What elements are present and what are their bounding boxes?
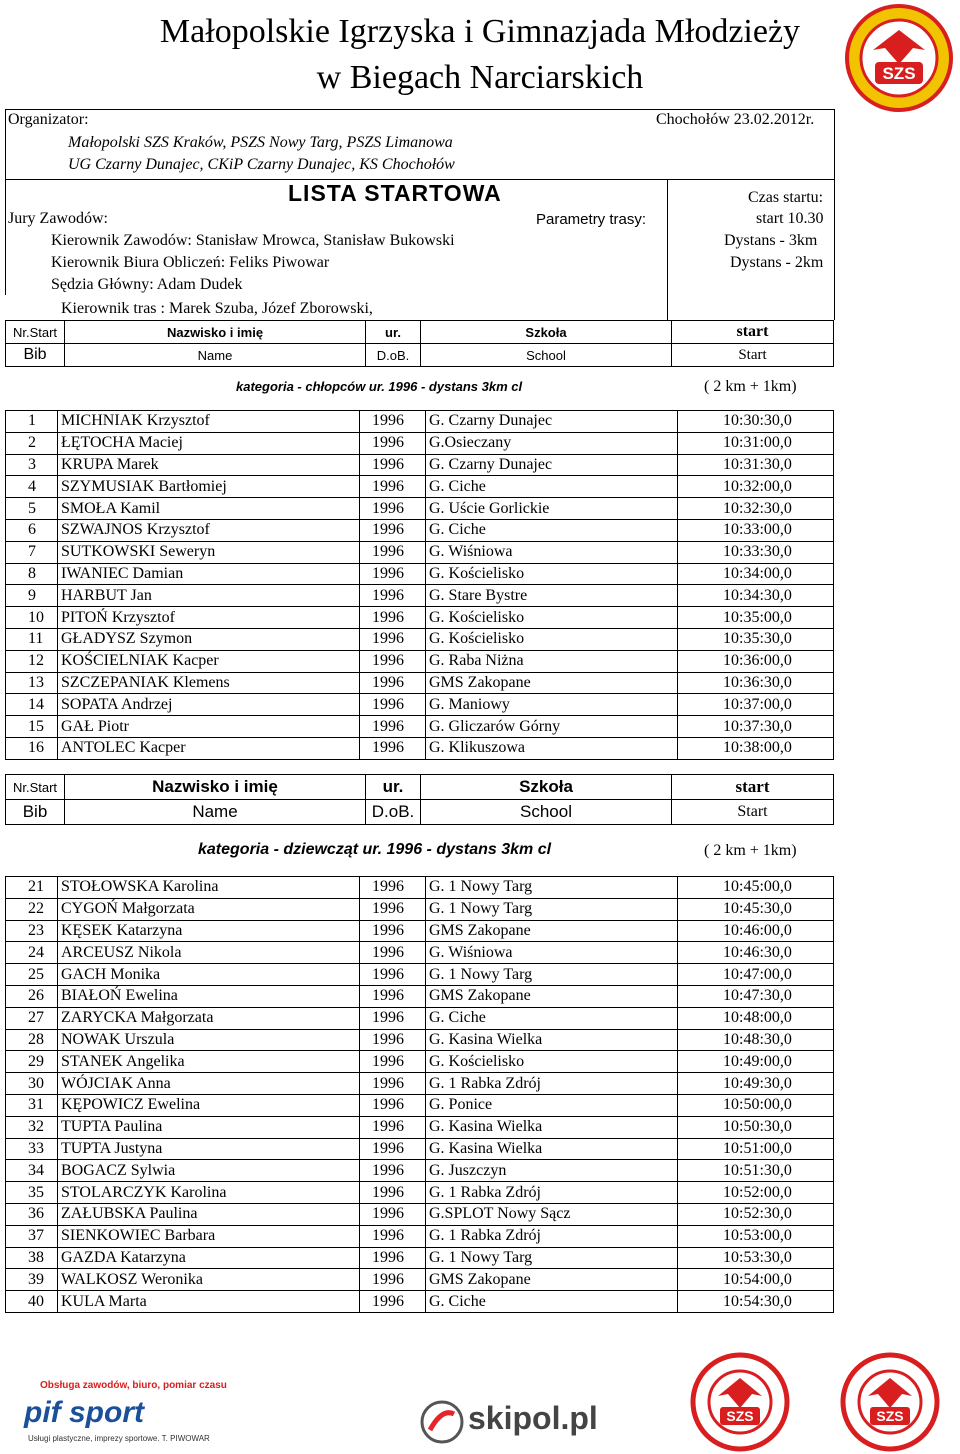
table-row: [6, 1094, 834, 1116]
col-start-en: Start: [672, 344, 834, 367]
bib-number: 6: [6, 519, 58, 541]
athlete-name: ARCEUSZ Nikola: [58, 942, 360, 964]
col-start: start: [672, 321, 834, 344]
athlete-name: CYGOŃ Małgorzata: [58, 898, 360, 920]
school-name: G. Ciche: [426, 1291, 678, 1313]
athlete-name: GAŁ Piotr: [58, 716, 360, 738]
skipol-icon: [420, 1400, 464, 1444]
school-name: G. 1 Rabka Zdrój: [426, 1225, 678, 1247]
birth-year: 1996: [360, 1225, 426, 1247]
athlete-name: BOGACZ Sylwia: [58, 1160, 360, 1182]
athlete-name: ŁĘTOCHA Maciej: [58, 432, 360, 454]
school-name: G. 1 Nowy Targ: [426, 1247, 678, 1269]
title-line-1: Małopolskie Igrzyska i Gimnazjada Młodzieży: [159, 13, 801, 50]
athlete-name: SIENKOWIEC Barbara: [58, 1225, 360, 1247]
boys-start-list: [5, 410, 834, 760]
birth-year: 1996: [360, 672, 426, 694]
school-name: G. 1 Rabka Zdrój: [426, 1182, 678, 1204]
start-time: 10:37:00,0: [678, 694, 834, 716]
school-name: GMS Zakopane: [426, 985, 678, 1007]
school-name: G. Raba Niżna: [426, 650, 678, 672]
athlete-name: WÓJCIAK Anna: [58, 1073, 360, 1095]
start-time: 10:36:00,0: [678, 650, 834, 672]
table-row: [6, 1007, 834, 1029]
school-name: G.SPLOT Nowy Sącz: [426, 1203, 678, 1225]
athlete-name: TUPTA Justyna: [58, 1138, 360, 1160]
bib-number: 31: [6, 1094, 58, 1116]
school-name: G. Czarny Dunajec: [426, 454, 678, 476]
list-title: LISTA STARTOWA: [288, 180, 502, 206]
start-time: 10:30:30,0: [678, 411, 834, 433]
start-time: 10:35:00,0: [678, 607, 834, 629]
athlete-name: GACH Monika: [58, 964, 360, 986]
start-time: 10:38:00,0: [678, 737, 834, 759]
table-row: [6, 411, 834, 433]
distance-1: Dystans - 3km: [724, 232, 818, 249]
table-row: [6, 985, 834, 1007]
athlete-name: ANTOLEC Kacper: [58, 737, 360, 759]
school-name: G. Kasina Wielka: [426, 1029, 678, 1051]
school-name: G. 1 Rabka Zdrój: [426, 1073, 678, 1095]
start-time: 10:51:30,0: [678, 1160, 834, 1182]
col-year: ur.: [366, 321, 421, 344]
athlete-name: NOWAK Urszula: [58, 1029, 360, 1051]
birth-year: 1996: [360, 432, 426, 454]
competition-director: Kierownik Zawodów: Stanisław Mrowca, Stanisław Bukowski: [51, 232, 455, 249]
athlete-name: SMOŁA Kamil: [58, 498, 360, 520]
start-time: 10:46:30,0: [678, 942, 834, 964]
table-row: [6, 1291, 834, 1313]
svg-text:SZS: SZS: [876, 1408, 904, 1424]
school-name: G. Wiśniowa: [426, 541, 678, 563]
bib-number: 3: [6, 454, 58, 476]
table-row: [6, 476, 834, 498]
birth-year: 1996: [360, 1007, 426, 1029]
jury-label: Jury Zawodów:: [8, 210, 108, 227]
place-date: Chochołów 23.02.2012r.: [656, 111, 815, 128]
start-time: 10:52:30,0: [678, 1203, 834, 1225]
table-row: [6, 737, 834, 759]
athlete-name: WALKOSZ Weronika: [58, 1269, 360, 1291]
start-time: 10:49:30,0: [678, 1073, 834, 1095]
athlete-name: STOLARCZYK Karolina: [58, 1182, 360, 1204]
athlete-name: MICHNIAK Krzysztof: [58, 411, 360, 433]
bib-number: 33: [6, 1138, 58, 1160]
school-name: G. Ciche: [426, 1007, 678, 1029]
school-name: G. Kasina Wielka: [426, 1116, 678, 1138]
start-time-label: Czas startu:: [748, 189, 824, 206]
table-row: [6, 716, 834, 738]
girls-distance-note: ( 2 km + 1km): [704, 842, 797, 859]
distance-2: Dystans - 2km: [730, 254, 824, 271]
bib-number: 21: [6, 877, 58, 899]
col-nr: Nr.Start: [6, 321, 65, 344]
start-time: 10:32:00,0: [678, 476, 834, 498]
athlete-name: SOPATA Andrzej: [58, 694, 360, 716]
header-top-border: [5, 109, 834, 110]
table-row: [6, 920, 834, 942]
birth-year: 1996: [360, 541, 426, 563]
start-time: 10:36:30,0: [678, 672, 834, 694]
athlete-name: KĘSEK Katarzyna: [58, 920, 360, 942]
table-row: [6, 1116, 834, 1138]
school-name: GMS Zakopane: [426, 920, 678, 942]
col-name-en: Name: [65, 344, 366, 367]
bib-number: 37: [6, 1225, 58, 1247]
organizers-line-1: Małopolski SZS Kraków, PSZS Nowy Targ, PSZS Limanowa: [68, 134, 453, 151]
col-start-en: Start: [672, 800, 834, 825]
birth-year: 1996: [360, 716, 426, 738]
table-row: [6, 563, 834, 585]
start-time: 10:49:00,0: [678, 1051, 834, 1073]
bib-number: 15: [6, 716, 58, 738]
start-time: start 10.30: [756, 210, 824, 227]
table-row: [6, 519, 834, 541]
pif-sport-logo: pif sport: [24, 1396, 144, 1429]
bib-number: 26: [6, 985, 58, 1007]
school-name: G.Osieczany: [426, 432, 678, 454]
boys-column-headers: [5, 320, 834, 367]
athlete-name: ZAŁUBSKA Paulina: [58, 1203, 360, 1225]
skipol-logo: skipol.pl: [468, 1400, 598, 1436]
birth-year: 1996: [360, 519, 426, 541]
start-time: 10:54:30,0: [678, 1291, 834, 1313]
school-name: G. Czarny Dunajec: [426, 411, 678, 433]
start-time: 10:34:30,0: [678, 585, 834, 607]
start-time: 10:37:30,0: [678, 716, 834, 738]
table-row: [6, 1138, 834, 1160]
birth-year: 1996: [360, 498, 426, 520]
col-start: start: [672, 775, 834, 800]
bib-number: 25: [6, 964, 58, 986]
school-name: G. Klikuszowa: [426, 737, 678, 759]
organizer-label: Organizator:: [8, 111, 89, 128]
col-dob: D.oB.: [366, 800, 421, 825]
birth-year: 1996: [360, 898, 426, 920]
athlete-name: KOŚCIELNIAK Kacper: [58, 650, 360, 672]
birth-year: 1996: [360, 1051, 426, 1073]
start-time: 10:31:30,0: [678, 454, 834, 476]
start-time: 10:51:00,0: [678, 1138, 834, 1160]
col-school: Szkoła: [421, 775, 672, 800]
birth-year: 1996: [360, 1203, 426, 1225]
col-nr: Nr.Start: [6, 775, 65, 800]
bib-number: 35: [6, 1182, 58, 1204]
girls-category: kategoria - dziewcząt ur. 1996 - dystans 3km cl: [198, 841, 552, 858]
boys-distance-note: ( 2 km + 1km): [704, 378, 797, 395]
school-name: G. Gliczarów Górny: [426, 716, 678, 738]
track-managers: Kierownik tras : Marek Szuba, Józef Zborowski,: [61, 300, 373, 317]
bib-number: 8: [6, 563, 58, 585]
start-time: 10:47:00,0: [678, 964, 834, 986]
col-school-en: School: [421, 344, 672, 367]
col-name: Nazwisko i imię: [65, 775, 366, 800]
start-time: 10:35:30,0: [678, 628, 834, 650]
school-name: G. 1 Nowy Targ: [426, 964, 678, 986]
boys-category: kategoria - chłopców ur. 1996 - dystans 3km cl: [236, 379, 523, 394]
birth-year: 1996: [360, 942, 426, 964]
birth-year: 1996: [360, 877, 426, 899]
start-time: 10:47:30,0: [678, 985, 834, 1007]
athlete-name: STOŁOWSKA Karolina: [58, 877, 360, 899]
athlete-name: ZARYCKA Małgorzata: [58, 1007, 360, 1029]
birth-year: 1996: [360, 1269, 426, 1291]
school-name: G. 1 Nowy Targ: [426, 877, 678, 899]
bib-number: 40: [6, 1291, 58, 1313]
table-row: [6, 1051, 834, 1073]
bib-number: 38: [6, 1247, 58, 1269]
athlete-name: TUPTA Paulina: [58, 1116, 360, 1138]
title-line-2: w Biegach Narciarskich: [316, 59, 644, 96]
school-name: G. Maniowy: [426, 694, 678, 716]
table-row: [6, 454, 834, 476]
birth-year: 1996: [360, 964, 426, 986]
athlete-name: SZWAJNOS Krzysztof: [58, 519, 360, 541]
table-row: [6, 1225, 834, 1247]
bib-number: 1: [6, 411, 58, 433]
school-name: G. Wiśniowa: [426, 942, 678, 964]
birth-year: 1996: [360, 607, 426, 629]
school-name: G. Kościelisko: [426, 607, 678, 629]
table-row: [6, 628, 834, 650]
start-time: 10:48:30,0: [678, 1029, 834, 1051]
start-time: 10:34:00,0: [678, 563, 834, 585]
school-name: G. Uście Gorlickie: [426, 498, 678, 520]
birth-year: 1996: [360, 411, 426, 433]
bib-number: 24: [6, 942, 58, 964]
birth-year: 1996: [360, 737, 426, 759]
start-time: 10:48:00,0: [678, 1007, 834, 1029]
bib-number: 23: [6, 920, 58, 942]
birth-year: 1996: [360, 650, 426, 672]
chief-judge: Sędzia Główny: Adam Dudek: [51, 276, 243, 293]
birth-year: 1996: [360, 1291, 426, 1313]
athlete-name: KULA Marta: [58, 1291, 360, 1313]
pif-tagline: Obsługa zawodów, biuro, pomiar czasu: [40, 1380, 227, 1391]
header-col-divider: [667, 179, 668, 320]
start-time: 10:31:00,0: [678, 432, 834, 454]
bib-number: 27: [6, 1007, 58, 1029]
table-row: [6, 1160, 834, 1182]
birth-year: 1996: [360, 1029, 426, 1051]
svg-text:SZS: SZS: [882, 64, 916, 83]
table-row: [6, 672, 834, 694]
start-time: 10:33:00,0: [678, 519, 834, 541]
athlete-name: GAZDA Katarzyna: [58, 1247, 360, 1269]
athlete-name: GŁADYSZ Szymon: [58, 628, 360, 650]
school-name: GMS Zakopane: [426, 672, 678, 694]
col-name-en: Name: [65, 800, 366, 825]
pszs-logo-2: [840, 1352, 940, 1452]
table-row: [6, 585, 834, 607]
bib-number: 29: [6, 1051, 58, 1073]
organizers-line-2: UG Czarny Dunajec, CKiP Czarny Dunajec, KS Chochołów: [68, 156, 455, 173]
table-row: [6, 432, 834, 454]
bib-number: 22: [6, 898, 58, 920]
table-row: [6, 1203, 834, 1225]
bib-number: 7: [6, 541, 58, 563]
school-name: G. Stare Bystre: [426, 585, 678, 607]
birth-year: 1996: [360, 454, 426, 476]
start-time: 10:33:30,0: [678, 541, 834, 563]
table-row: [6, 541, 834, 563]
szs-logo: [843, 2, 955, 114]
birth-year: 1996: [360, 694, 426, 716]
start-time: 10:46:00,0: [678, 920, 834, 942]
start-time: 10:52:00,0: [678, 1182, 834, 1204]
col-bib: Bib: [6, 800, 65, 825]
col-school-en: School: [421, 800, 672, 825]
bib-number: 16: [6, 737, 58, 759]
table-row: [6, 877, 834, 899]
office-head: Kierownik Biura Obliczeń: Feliks Piwowar: [51, 254, 330, 271]
school-name: G. Ponice: [426, 1094, 678, 1116]
table-row: [6, 1073, 834, 1095]
start-time: 10:50:30,0: [678, 1116, 834, 1138]
bib-number: 5: [6, 498, 58, 520]
bib-number: 36: [6, 1203, 58, 1225]
start-time: 10:53:00,0: [678, 1225, 834, 1247]
birth-year: 1996: [360, 585, 426, 607]
school-name: G. Ciche: [426, 476, 678, 498]
table-row: [6, 942, 834, 964]
start-time: 10:45:30,0: [678, 898, 834, 920]
birth-year: 1996: [360, 1247, 426, 1269]
bib-number: 4: [6, 476, 58, 498]
bib-number: 12: [6, 650, 58, 672]
bib-number: 9: [6, 585, 58, 607]
header-left-border: [5, 109, 6, 295]
table-row: [6, 1269, 834, 1291]
svg-text:SZS: SZS: [726, 1408, 754, 1424]
birth-year: 1996: [360, 985, 426, 1007]
bib-number: 34: [6, 1160, 58, 1182]
school-name: G. 1 Nowy Targ: [426, 898, 678, 920]
birth-year: 1996: [360, 628, 426, 650]
school-name: G. Kościelisko: [426, 628, 678, 650]
track-params-label: Parametry trasy:: [536, 211, 647, 228]
col-year: ur.: [366, 775, 421, 800]
athlete-name: SZCZEPANIAK Klemens: [58, 672, 360, 694]
athlete-name: KĘPOWICZ Ewelina: [58, 1094, 360, 1116]
header-right-border: [834, 109, 835, 320]
start-time: 10:53:30,0: [678, 1247, 834, 1269]
school-name: G. Ciche: [426, 519, 678, 541]
birth-year: 1996: [360, 476, 426, 498]
bib-number: 2: [6, 432, 58, 454]
birth-year: 1996: [360, 920, 426, 942]
birth-year: 1996: [360, 1138, 426, 1160]
table-row: [6, 1182, 834, 1204]
pif-subline: Usługi plastyczne, imprezy sportowe. T. PIWOWAR: [28, 1434, 210, 1443]
table-row: [6, 694, 834, 716]
girls-start-list: [5, 876, 834, 1313]
table-row: [6, 650, 834, 672]
table-row: [6, 498, 834, 520]
col-dob: D.oB.: [366, 344, 421, 367]
birth-year: 1996: [360, 1073, 426, 1095]
athlete-name: SZYMUSIAK Bartłomiej: [58, 476, 360, 498]
school-name: G. Juszczyn: [426, 1160, 678, 1182]
birth-year: 1996: [360, 1160, 426, 1182]
table-row: [6, 898, 834, 920]
start-time: 10:54:00,0: [678, 1269, 834, 1291]
bib-number: 32: [6, 1116, 58, 1138]
start-time: 10:50:00,0: [678, 1094, 834, 1116]
birth-year: 1996: [360, 1182, 426, 1204]
pszs-logo-1: [690, 1352, 790, 1452]
bib-number: 13: [6, 672, 58, 694]
table-row: [6, 1247, 834, 1269]
athlete-name: IWANIEC Damian: [58, 563, 360, 585]
bib-number: 10: [6, 607, 58, 629]
school-name: G. Kościelisko: [426, 563, 678, 585]
bib-number: 39: [6, 1269, 58, 1291]
girls-column-headers: [5, 774, 834, 825]
table-row: [6, 607, 834, 629]
athlete-name: PITOŃ Krzysztof: [58, 607, 360, 629]
school-name: G. Kościelisko: [426, 1051, 678, 1073]
athlete-name: HARBUT Jan: [58, 585, 360, 607]
bib-number: 14: [6, 694, 58, 716]
bib-number: 28: [6, 1029, 58, 1051]
athlete-name: STANEK Angelika: [58, 1051, 360, 1073]
birth-year: 1996: [360, 1094, 426, 1116]
col-school: Szkoła: [421, 321, 672, 344]
athlete-name: KRUPA Marek: [58, 454, 360, 476]
bib-number: 11: [6, 628, 58, 650]
table-row: [6, 1029, 834, 1051]
col-bib: Bib: [6, 344, 65, 367]
birth-year: 1996: [360, 1116, 426, 1138]
school-name: G. Kasina Wielka: [426, 1138, 678, 1160]
start-time: 10:45:00,0: [678, 877, 834, 899]
school-name: GMS Zakopane: [426, 1269, 678, 1291]
col-name: Nazwisko i imię: [65, 321, 366, 344]
athlete-name: BIAŁOŃ Ewelina: [58, 985, 360, 1007]
table-row: [6, 964, 834, 986]
bib-number: 30: [6, 1073, 58, 1095]
start-time: 10:32:30,0: [678, 498, 834, 520]
birth-year: 1996: [360, 563, 426, 585]
athlete-name: SUTKOWSKI Seweryn: [58, 541, 360, 563]
